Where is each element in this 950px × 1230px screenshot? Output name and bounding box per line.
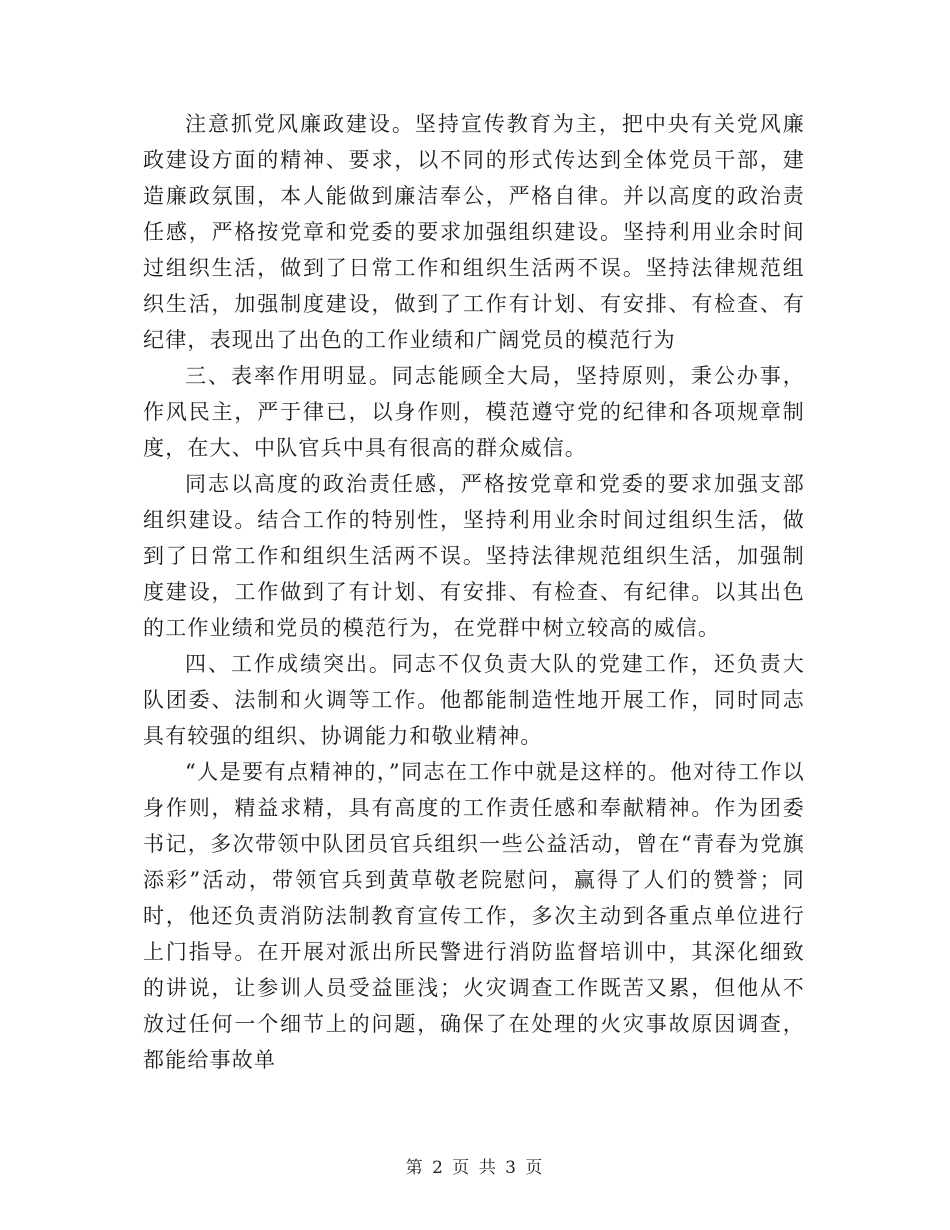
- paragraph-work-achievements: 四、工作成绩突出。同志不仅负责大队的党建工作，还负责大队团委、法制和火调等工作。他都能制造性地开展工作，同时同志具有较强的组织、协调能力和敬业精神。: [143, 652, 805, 748]
- paragraph-exemplary-role: 三、表率作用明显。同志能顾全大局，坚持原则，秉公办事，作风民主，严于律已，以身作则，模范遵守党的纪律和各项规章制度，在大、中队官兵中具有很高的群众威信。: [143, 364, 805, 460]
- paragraph-branch-building: 同志以高度的政治责任感，严格按党章和党委的要求加强支部组织建设。结合工作的特别性，坚持利用业余时间过组织生活，做到了日常工作和组织生活两不误。坚持法律规范组织生活，加强制度建设，工作做到了有计划、有安排、有检查、有纪律。以其出色的工作业绩和党员的模范行为，在党群中树立较高的威信。: [143, 472, 805, 640]
- page-number-footer: 第 2 页 共 3 页: [405, 1158, 545, 1178]
- document-body: [143, 106, 805, 1078]
- paragraph-dedication: “人是要有点精神的，”同志在工作中就是这样的。他对待工作以身作则，精益求精，具有高度的工作责任感和奉献精神。作为团委书记，多次带领中队团员官兵组织一些公益活动，曾在“青春为党旗添彩”活动，带领官兵到黄草敬老院慰问，赢得了人们的赞誉；同时，他还负责消防法制教育宣传工作，多次主动到各重点单位进行上门指导。在开展对派出所民警进行消防监督培训中，其深化细致的讲说，让参训人员受益匪浅；火灾调查工作既苦又累，但他从不放过任何一个细节上的问题，确保了在处理的火灾事故原因调查，都能给事故单: [143, 760, 805, 1072]
- paragraph-party-conduct: 注意抓党风廉政建设。坚持宣传教育为主，把中央有关党风廉政建设方面的精神、要求，以不同的形式传达到全体党员干部，建造廉政氛围，本人能做到廉洁奉公，严格自律。并以高度的政治责任感，严格按党章和党委的要求加强组织建设。坚持利用业余时间过组织生活，做到了日常工作和组织生活两不误。坚持法律规范组织生活，加强制度建设，做到了工作有计划、有安排、有检查、有纪律，表现出了出色的工作业绩和广阔党员的模范行为: [143, 112, 805, 352]
